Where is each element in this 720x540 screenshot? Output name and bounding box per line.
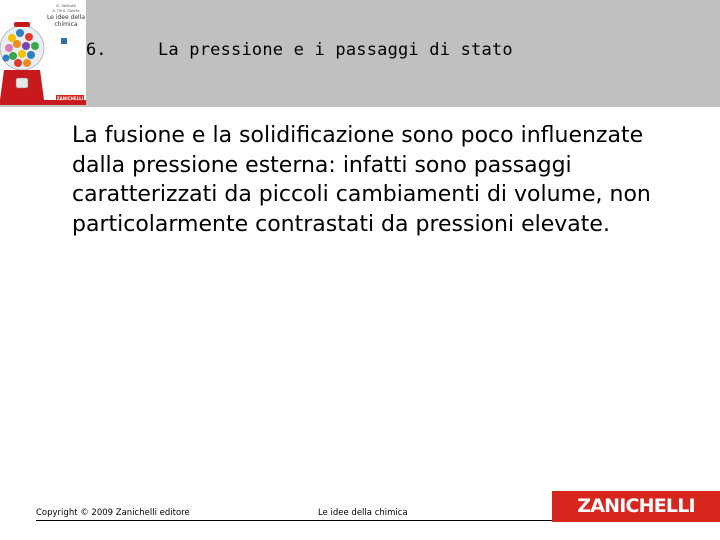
- svg-text:G. Valitutti: G. Valitutti: [55, 3, 77, 8]
- footer-divider: [36, 520, 552, 521]
- body-paragraph: La fusione e la solidificazione sono poco influenzate dalla pressione esterna: infatti sono passaggi caratterizzati da piccoli cambiamenti di volume, non particolarmente contrastati da pressioni elevate.: [72, 123, 651, 237]
- footer-book-title: Le idee della chimica: [318, 508, 408, 518]
- svg-text:chimica: chimica: [54, 21, 78, 28]
- slide-number: 6.: [86, 40, 107, 60]
- svg-text:Le idee della: Le idee della: [46, 14, 86, 21]
- footer-copyright: Copyright © 2009 Zanichelli editore: [36, 508, 190, 518]
- svg-text:ZANICHELLI: ZANICHELLI: [56, 96, 84, 101]
- slide-title: La pressione e i passaggi di stato: [158, 40, 513, 60]
- svg-text:A. Tifi A. Gentile: A. Tifi A. Gentile: [52, 9, 80, 13]
- book-cover-image: [0, 0, 86, 105]
- gumball-machine-illustration: [0, 0, 86, 105]
- publisher-logo: ZANICHELLI: [552, 491, 720, 522]
